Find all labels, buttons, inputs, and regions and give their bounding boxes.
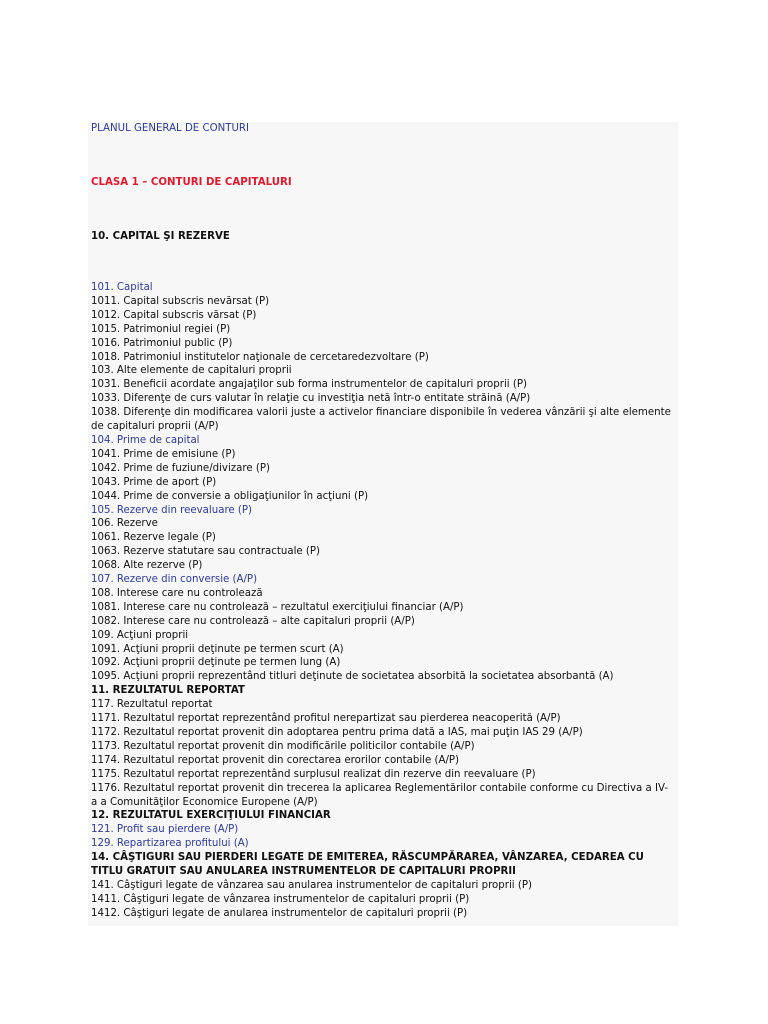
list-item: 1042. Prime de fuziune/divizare (P) (91, 462, 270, 474)
list-item: 105. Rezerve din reevaluare (P) (91, 504, 253, 516)
list-item: 109. Acţiuni proprii (91, 629, 189, 641)
list-item: 121. Profit sau pierdere (A/P) (91, 824, 239, 836)
list-item: 1175. Rezultatul reportat reprezentând surplusul realizat din rezerve din reevaluare (P) (91, 768, 536, 780)
list-item: 117. Rezultatul reportat (91, 699, 213, 711)
list-item: 1061. Rezerve legale (P) (91, 532, 216, 544)
list-item: 1038. Diferenţe din modificarea valorii juste a activelor financiare disponibile în vederea vânzării şi alte elemente de capitaluri proprii (A/P) (91, 407, 671, 433)
section-heading: 12. REZULTATUL EXERCIŢIULUI FINANCIAR (91, 810, 331, 822)
section-heading: 11. REZULTATUL REPORTAT (91, 685, 245, 697)
class-title: CLASA 1 – CONTURI DE CAPITALURI (91, 177, 292, 188)
list-item: 107. Rezerve din conversie (A/P) (91, 574, 258, 586)
list-item: 1173. Rezultatul reportat provenit din modificările politicilor contabile (A/P) (91, 740, 475, 752)
list-item: 129. Repartizarea profitului (A) (91, 838, 249, 850)
list-item: 1176. Rezultatul reportat provenit din trecerea la aplicarea Reglementărilor contabile conforme cu Directiva a IV-a a Comunităţilor Economice Europene (A/P) (91, 782, 669, 808)
list-item: 1081. Interese care nu controlează – rezultatul exerciţiului financiar (A/P) (91, 601, 464, 613)
list-item: 1043. Prime de aport (P) (91, 476, 217, 488)
list-item: 1033. Diferenţe de curs valutar în relaţie cu investiţia netă într-o entitate străină (A/P) (91, 393, 531, 405)
list-item: 1172. Rezultatul reportat provenit din adoptarea pentru prima dată a IAS, mai puţin IAS 29 (A/P) (91, 727, 583, 738)
list-item: 1011. Capital subscris nevărsat (P) (91, 295, 270, 307)
list-item: 106. Rezerve (91, 518, 158, 530)
list-item: 1041. Prime de emisiune (P) (91, 448, 236, 460)
list-item: 1091. Acţiuni proprii deţinute pe termen scurt (A) (91, 643, 344, 655)
section-heading: 14. CÂŞTIGURI SAU PIERDERI LEGATE DE EMITEREA, RĂSCUMPĂRAREA, VÂNZAREA, CEDAREA CU TITLU GRATUIT SAU ANULAREA INSTRUMENTELOR DE CAPITALURI PROPRII (91, 852, 644, 878)
list-item: 108. Interese care nu controlează (91, 587, 263, 599)
list-item: 1092. Acţiuni proprii deţinute pe termen lung (A) (91, 657, 341, 669)
list-item: 1016. Patrimoniul public (P) (91, 337, 233, 349)
list-item: 104. Prime de capital (91, 434, 200, 446)
list-item: 1018. Patrimoniul institutelor naţionale de cercetaredezvoltare (P) (91, 351, 429, 363)
list-item: 1174. Rezultatul reportat provenit din corectarea erorilor contabile (A/P) (91, 754, 459, 766)
list-item: 1012. Capital subscris vărsat (P) (91, 309, 257, 321)
list-item: 1412. Câştiguri legate de anularea instrumentelor de capitaluri proprii (P) (91, 907, 468, 919)
list-item: 1095. Acţiuni proprii reprezentând titluri deţinute de societatea absorbită la societatea absorbantă (A) (91, 671, 614, 683)
list-item: 1015. Patrimoniul regiei (P) (91, 323, 231, 335)
section-title: 10. CAPITAL ŞI REZERVE (91, 231, 230, 242)
list-item: 103. Alte elemente de capitaluri proprii (91, 365, 292, 377)
doc-title: PLANUL GENERAL DE CONTURI (91, 123, 249, 134)
list-item: 1068. Alte rezerve (P) (91, 560, 203, 572)
list-item: 1063. Rezerve statutare sau contractuale (P) (91, 546, 321, 558)
list-item: 1171. Rezultatul reportat reprezentând profitul nerepartizat sau pierderea neacoperită (A/P) (91, 713, 561, 725)
list-item: 101. Capital (91, 282, 153, 293)
account-list (91, 281, 671, 921)
list-item: 1411. Câştiguri legate de vânzarea instrumentelor de capitaluri proprii (P) (91, 893, 470, 905)
list-item: 141. Câştiguri legate de vânzarea sau anularea instrumentelor de capitaluri proprii (P) (91, 879, 532, 891)
list-item: 1082. Interese care nu controlează – alte capitaluri proprii (A/P) (91, 615, 415, 627)
list-item: 1031. Beneficii acordate angajaţilor sub forma instrumentelor de capitaluri proprii (P) (91, 379, 527, 391)
list-item: 1044. Prime de conversie a obligaţiunilor în acţiuni (P) (91, 490, 369, 502)
